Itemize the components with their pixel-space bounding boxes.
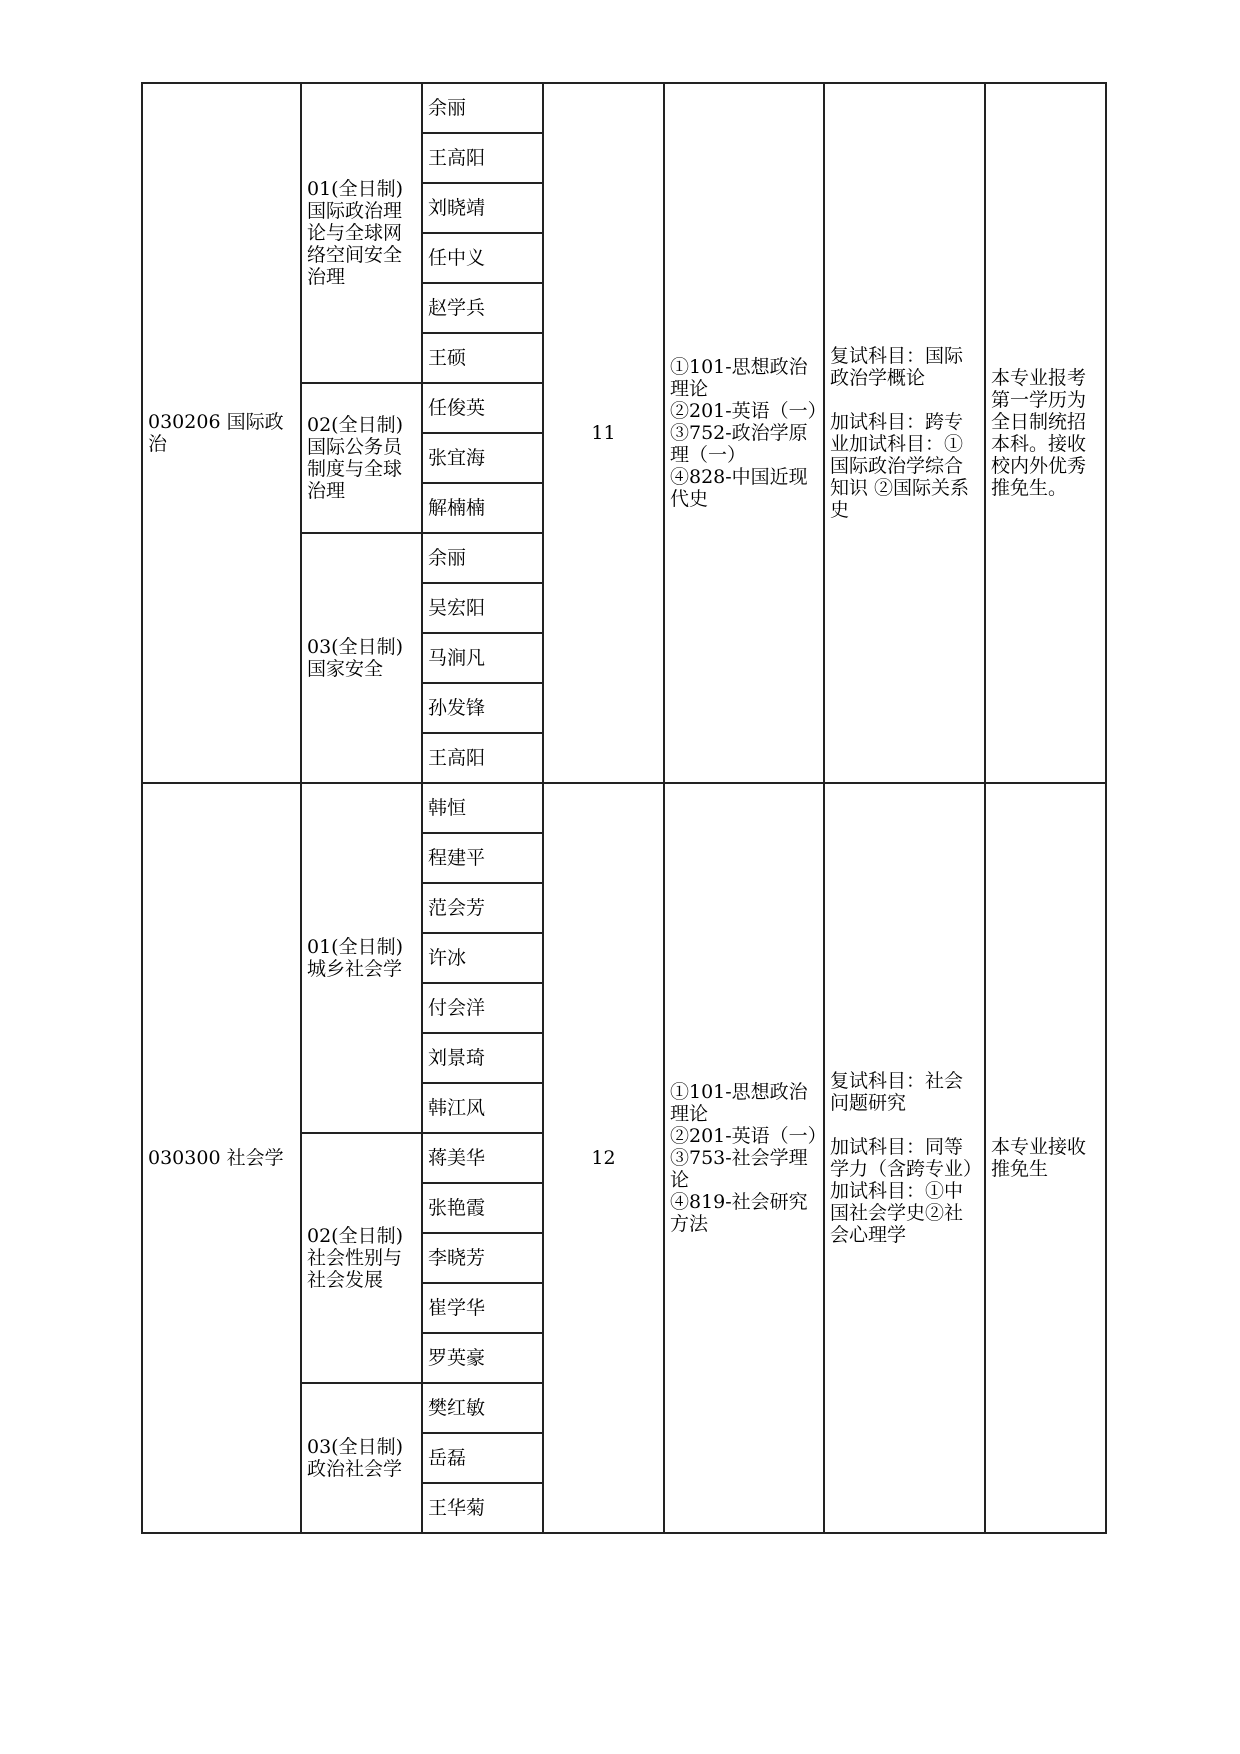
tutor-name: 张艳霞 (422, 1183, 543, 1233)
exam-subject: ④819-社会研究方法 (670, 1191, 808, 1235)
exam-subjects (664, 83, 827, 783)
tutor-name: 吴宏阳 (422, 583, 543, 633)
tutor-name: 孙发锋 (422, 683, 543, 733)
tutor-name: 王华菊 (422, 1483, 543, 1533)
tutor-name: 许冰 (422, 933, 543, 983)
tutor-name: 崔学华 (422, 1283, 543, 1333)
tutor-name: 赵学兵 (422, 283, 543, 333)
research-direction: 02(全日制)国际公务员制度与全球治理 (301, 383, 422, 533)
tutor-name: 张宜海 (422, 433, 543, 483)
retest-subject: 复试科目：国际政治学概论 (830, 345, 964, 389)
exam-subject: ①101-思想政治理论 (670, 1081, 808, 1125)
tutor-name: 刘景琦 (422, 1033, 543, 1083)
table-row (142, 783, 1106, 833)
tutor-name: 韩江风 (422, 1083, 543, 1133)
tutor-name: 蒋美华 (422, 1133, 543, 1183)
research-direction: 03(全日制)政治社会学 (301, 1383, 422, 1533)
enrollment-quota: 11 (543, 83, 664, 783)
tutor-name: 岳磊 (422, 1433, 543, 1483)
spacer (830, 1114, 979, 1136)
enrollment-quota: 12 (543, 783, 664, 1533)
spacer (830, 389, 979, 411)
tutor-name: 马涧凡 (422, 633, 543, 683)
tutor-name: 樊红敏 (422, 1383, 543, 1433)
tutor-name: 付会洋 (422, 983, 543, 1033)
enrollment-table (141, 82, 1107, 1534)
exam-subject: ②201-英语（一） (670, 1125, 827, 1147)
retest-subject: 加试科目：同等学力（含跨专业）加试科目：①中国社会学史②社会心理学 (830, 1136, 973, 1246)
exam-subject: ③752-政治学原理（一） (670, 422, 808, 466)
retest-subject: 加试科目：跨专业加试科目：①国际政治学综合知识 ②国际关系史 (830, 411, 970, 521)
research-direction: 03(全日制)国家安全 (301, 533, 422, 783)
tutor-name: 范会芳 (422, 883, 543, 933)
tutor-name: 程建平 (422, 833, 543, 883)
exam-subject: ③753-社会学理论 (670, 1147, 808, 1191)
tutor-name: 余丽 (422, 533, 543, 583)
tutor-name: 任俊英 (422, 383, 543, 433)
research-direction: 02(全日制)社会性别与社会发展 (301, 1133, 422, 1383)
tutor-name: 刘晓靖 (422, 183, 543, 233)
tutor-name: 王硕 (422, 333, 543, 383)
exam-subject: ①101-思想政治理论 (670, 356, 808, 400)
tutor-name: 解楠楠 (422, 483, 543, 533)
research-direction: 01(全日制)国际政治理论与全球网络空间安全治理 (301, 83, 422, 383)
major-code-name: 030300 社会学 (142, 783, 301, 1533)
retest-subjects (824, 783, 985, 1533)
remarks: 本专业接收推免生 (985, 783, 1106, 1533)
remarks: 本专业报考第一学历为全日制统招本科。接收校内外优秀推免生。 (985, 83, 1106, 783)
tutor-name: 王高阳 (422, 733, 543, 783)
retest-subjects (824, 83, 985, 783)
tutor-name: 韩恒 (422, 783, 543, 833)
exam-subject: ④828-中国近现代史 (670, 466, 808, 510)
tutor-name: 任中义 (422, 233, 543, 283)
retest-subject: 复试科目：社会问题研究 (830, 1070, 964, 1114)
tutor-name: 王高阳 (422, 133, 543, 183)
tutor-name: 李晓芳 (422, 1233, 543, 1283)
tutor-name: 罗英豪 (422, 1333, 543, 1383)
exam-subjects (664, 783, 827, 1533)
table-row (142, 83, 1106, 133)
research-direction: 01(全日制)城乡社会学 (301, 783, 422, 1133)
tutor-name: 余丽 (422, 83, 543, 133)
major-code-name: 030206 国际政治 (142, 83, 301, 783)
exam-subject: ②201-英语（一） (670, 400, 827, 422)
